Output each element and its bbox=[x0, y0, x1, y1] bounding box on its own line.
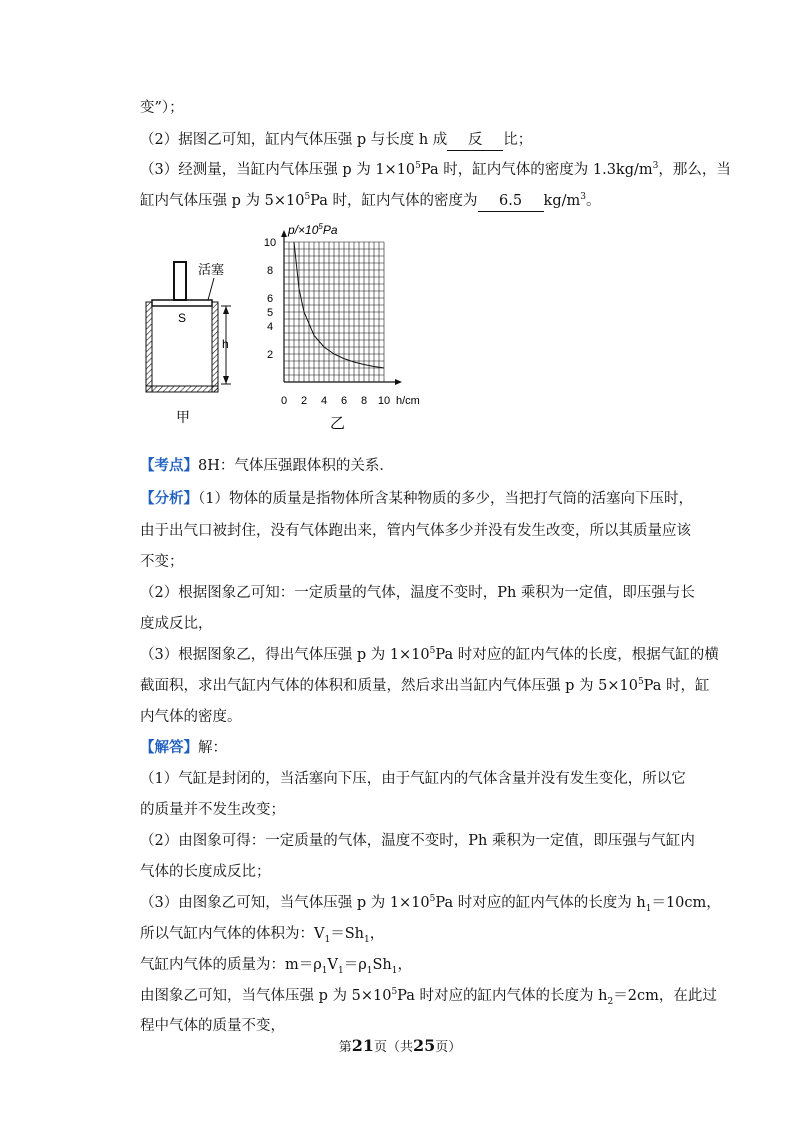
x-tick-labels bbox=[281, 395, 390, 407]
x-axis-arrow-icon bbox=[395, 379, 402, 385]
subscript: 1 bbox=[324, 934, 331, 945]
superscript: 5 bbox=[429, 894, 436, 905]
text-line bbox=[140, 800, 285, 820]
text-line bbox=[140, 862, 271, 882]
cylinder-right-wall bbox=[212, 302, 218, 392]
text: 的质量并不发生改变； bbox=[140, 802, 285, 818]
chart-grid bbox=[284, 242, 384, 382]
kaodian-label: 【考点】 bbox=[140, 457, 198, 474]
x-tick-label: 2 bbox=[300, 395, 308, 407]
subscript: 1 bbox=[366, 965, 373, 976]
cylinder-left-wall bbox=[146, 302, 152, 392]
text-line bbox=[140, 676, 710, 696]
text-line bbox=[140, 645, 719, 665]
answer-blank: 6.5 bbox=[478, 191, 544, 212]
text: 8H：气体压强跟体积的关系． bbox=[198, 458, 394, 474]
text: 缸内气体压强 p 为 5×10 bbox=[140, 193, 305, 209]
total-pages: 25 bbox=[413, 1036, 436, 1055]
figure-label-yi: 乙 bbox=[330, 415, 346, 432]
text: 气缸内气体的质量为：m＝ρ bbox=[140, 957, 322, 973]
text: （3）根据图象乙，得出气体压强 p 为 1×10 bbox=[140, 647, 430, 663]
piston-label: 活塞 bbox=[198, 262, 225, 277]
text: Pa 时对应的缸内气体的长度为 h bbox=[435, 895, 646, 911]
x-tick-label: 4 bbox=[320, 395, 328, 407]
text: kg/m bbox=[543, 193, 581, 209]
question-3 bbox=[140, 160, 731, 180]
superscript: 3 bbox=[652, 161, 659, 172]
pressure-length-graph bbox=[264, 222, 420, 432]
y-tick-label: 10 bbox=[263, 237, 277, 249]
fenxi-label: 【分析】 bbox=[140, 490, 198, 507]
text: ， bbox=[397, 957, 413, 973]
text: ，那么，当 bbox=[658, 162, 731, 178]
text-line bbox=[140, 98, 184, 118]
superscript: 3 bbox=[580, 192, 586, 203]
cylinder-bottom bbox=[146, 386, 218, 392]
arrow-up-icon bbox=[223, 306, 229, 314]
text: 程中气体的质量不变， bbox=[140, 1018, 285, 1034]
text: 由图象乙可知，当气体压强 p 为 5×10 bbox=[140, 988, 392, 1004]
jieda-label: 【解答】 bbox=[140, 739, 198, 756]
text: （3）由图象乙可知，当气体压强 p 为 1×10 bbox=[140, 895, 430, 911]
subscript: 1 bbox=[364, 934, 370, 945]
y-tick-label: 5 bbox=[266, 307, 274, 319]
piston-leader-line bbox=[208, 278, 214, 300]
superscript: 5 bbox=[429, 646, 436, 657]
y-tick-label: 6 bbox=[266, 293, 274, 305]
text: Pa 时对应的缸内气体的长度为 h bbox=[397, 988, 608, 1004]
subscript: 2 bbox=[607, 996, 614, 1007]
page-footer bbox=[0, 1036, 800, 1055]
text: ＝Sh bbox=[330, 926, 364, 942]
text-line bbox=[140, 552, 184, 572]
text: ＝ρ bbox=[343, 957, 367, 973]
y-tick-label: 8 bbox=[266, 265, 274, 277]
jieda bbox=[140, 738, 227, 758]
text: 由于出气口被封住，没有气体跑出来，管内气体多少并没有发生改变，所以其质量应该 bbox=[140, 523, 691, 539]
text: 所以气缸内气体的体积为：V bbox=[140, 926, 325, 942]
text: （2）由图象可得：一定质量的气体，温度不变时，Ph 乘积为一定值，即压强与气缸内 bbox=[140, 833, 695, 849]
arrow-down-icon bbox=[223, 376, 229, 384]
piston-rod bbox=[174, 262, 186, 300]
text: Pa 时，缸内气体的密度为 bbox=[310, 193, 478, 209]
superscript: 5 bbox=[637, 677, 644, 688]
text: ， bbox=[369, 926, 385, 942]
text-line bbox=[140, 924, 384, 944]
footer-text: 页（共 bbox=[373, 1040, 413, 1055]
question-2 bbox=[140, 130, 532, 151]
text: （2）据图乙可知，缸内气体压强 p 与长度 h 成 bbox=[140, 132, 448, 148]
figure bbox=[140, 222, 440, 442]
text: 解： bbox=[198, 740, 227, 756]
text: Pa 时，缸 bbox=[643, 678, 710, 694]
text-line bbox=[140, 707, 242, 727]
text: Sh bbox=[372, 957, 392, 973]
text-line bbox=[140, 893, 721, 913]
text-line bbox=[140, 986, 717, 1006]
h-label: h bbox=[222, 337, 229, 351]
text-line bbox=[140, 769, 686, 789]
text-line bbox=[140, 1016, 285, 1036]
subscript: 1 bbox=[321, 965, 328, 976]
x-tick-label: 6 bbox=[340, 395, 348, 407]
text: （1）物体的质量是指物体所含某种物质的多少，当把打气筒的活塞向下压时， bbox=[198, 491, 693, 507]
text: V bbox=[327, 957, 338, 973]
superscript: 5 bbox=[304, 192, 311, 203]
figure-label-jia: 甲 bbox=[176, 409, 190, 425]
text: 。 bbox=[585, 193, 601, 209]
text: （3）经测量，当缸内气体压强 p 为 1×10 bbox=[140, 162, 416, 178]
y-axis-label: $p/\times 10^5Pa$ bbox=[288, 222, 338, 237]
text: 气体的长度成反比； bbox=[140, 864, 271, 880]
subscript: 1 bbox=[391, 965, 398, 976]
subscript: 1 bbox=[645, 903, 652, 914]
x-tick-label: 10 bbox=[377, 395, 391, 407]
text: 度成反比， bbox=[140, 616, 213, 632]
y-tick-labels bbox=[264, 237, 276, 361]
x-tick-label: 8 bbox=[360, 395, 368, 407]
text: （1）气缸是封闭的，当活塞向下压，由于气缸内的气体含量并没有发生变化，所以它 bbox=[140, 771, 686, 787]
text: Pa 时，缸内气体的密度为 1.3kg/m bbox=[420, 162, 653, 178]
answer-blank: 反 bbox=[447, 130, 503, 151]
superscript: 5 bbox=[415, 161, 421, 172]
kaodian bbox=[140, 456, 394, 476]
text: Pa 时对应的缸内气体的长度，根据气缸的横 bbox=[435, 647, 719, 663]
text: 比； bbox=[503, 132, 533, 148]
y-axis-arrow-icon bbox=[281, 230, 287, 237]
text-line bbox=[140, 955, 412, 975]
subscript: 1 bbox=[338, 965, 344, 976]
superscript: 5 bbox=[391, 987, 398, 998]
text: 内气体的密度。 bbox=[140, 709, 242, 725]
fenxi bbox=[140, 489, 693, 509]
footer-text: 页） bbox=[435, 1040, 462, 1055]
text-line bbox=[140, 614, 213, 634]
text: 变”）； bbox=[140, 100, 184, 116]
footer-text: 第 bbox=[338, 1040, 352, 1055]
y-tick-label: 4 bbox=[266, 321, 274, 333]
y-tick-label: 2 bbox=[266, 349, 274, 361]
page-number: 21 bbox=[351, 1036, 374, 1055]
text-line bbox=[140, 583, 695, 603]
x-axis-label: h/cm bbox=[396, 395, 420, 407]
text: （2）根据图象乙可知：一定质量的气体，温度不变时，Ph 乘积为一定值，即压强与长 bbox=[140, 585, 695, 601]
text: 截面积，求出气缸内气体的体积和质量，然后求出当缸内气体压强 p 为 5×10 bbox=[140, 678, 638, 694]
s-label: S bbox=[178, 311, 187, 325]
text: ＝2cm，在此过 bbox=[613, 988, 717, 1004]
text-line bbox=[140, 831, 695, 851]
cylinder-diagram bbox=[146, 262, 231, 425]
question-3-cont bbox=[140, 191, 600, 212]
text: 不变； bbox=[140, 554, 184, 570]
text: ＝10cm， bbox=[651, 895, 721, 911]
text-line bbox=[140, 521, 691, 541]
x-tick-label: 0 bbox=[280, 395, 288, 407]
